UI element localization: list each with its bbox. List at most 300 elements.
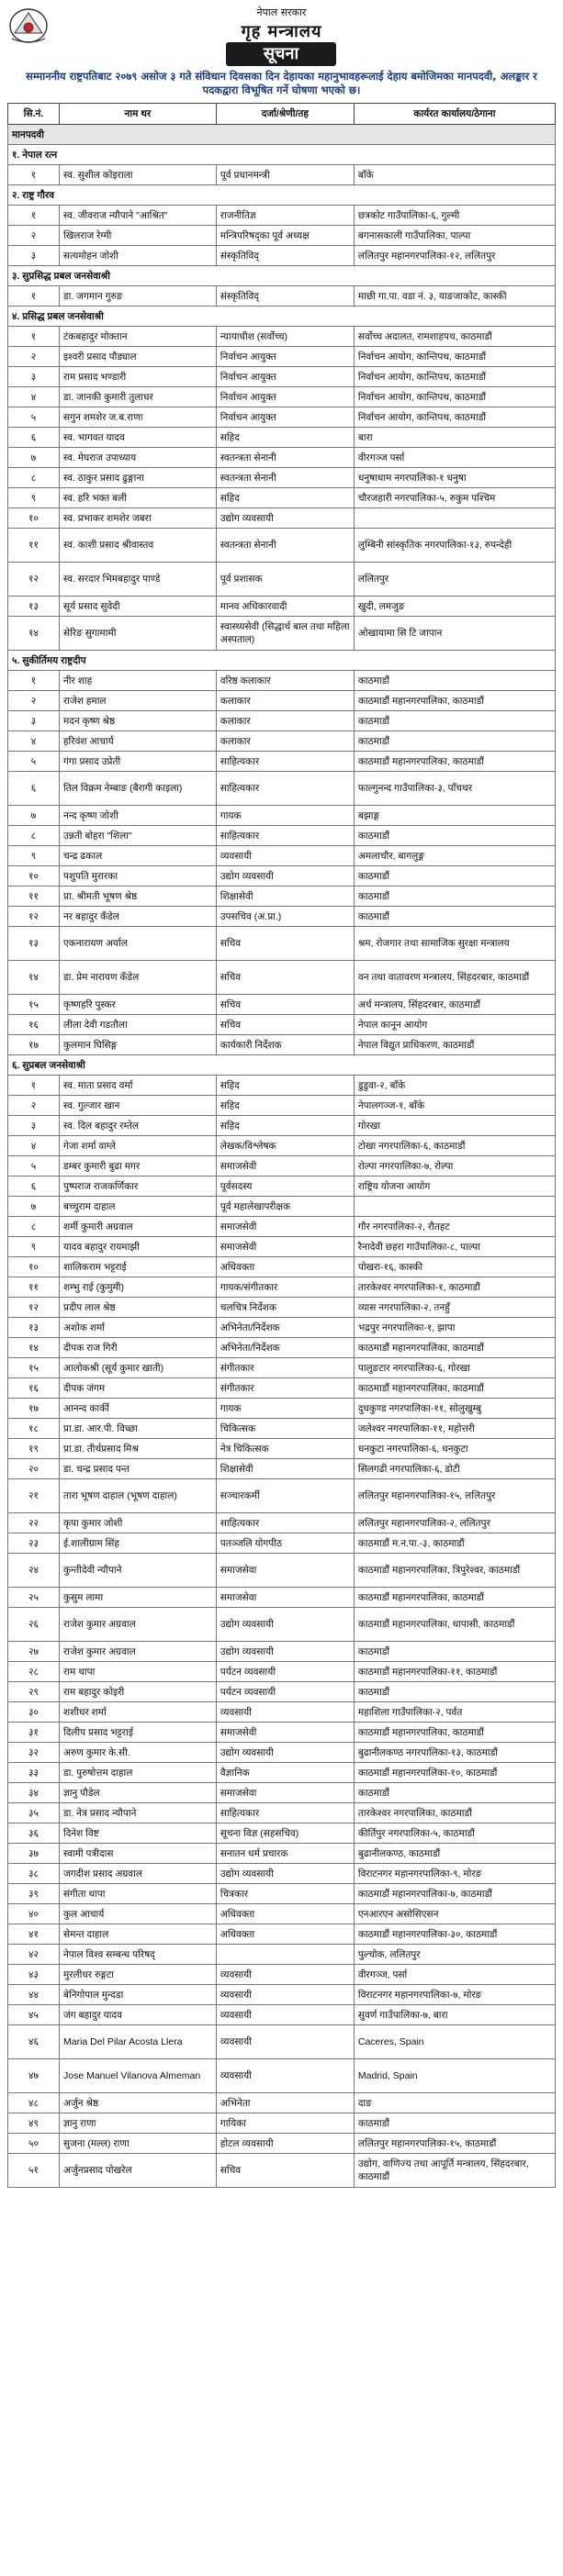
cell-sn: १३ (8, 597, 60, 617)
cell-office: सिलगढी नगरपालिका-६, डोटी (354, 1459, 555, 1479)
category-label: १. नेपाल रत्न (8, 145, 556, 165)
cell-office: गौर नगरपालिका-२, रौतहट (354, 1217, 555, 1237)
cell-name: ज्ञानु राणा (59, 2113, 216, 2134)
cell-office: काठमाडौं महानगरपालिका, धापासी, काठमाडौं (354, 1608, 555, 1642)
column-header-sn: सि.नं. (8, 104, 60, 125)
category-label: २. राष्ट्र गौरव (8, 185, 556, 206)
cell-sn: ४८ (8, 2093, 60, 2113)
table-row (8, 806, 556, 826)
cell-name: शम्भु राई (कुमुमी) (59, 1277, 216, 1298)
cell-name: बेनिगोपाल मुन्दडा (59, 1985, 216, 2005)
cell-office: रोल्पा नगरपालिका-७, रोल्पा (354, 1156, 555, 1176)
cell-name: ज्ञानु पौडेल (59, 1783, 216, 1803)
cell-office: नेपाल विद्युत प्राधिकरण, काठमाडौं (354, 1035, 555, 1055)
cell-designation: शिक्षासेवी (216, 1459, 354, 1479)
cell-name: उन्नती बोहरा "शिला" (59, 826, 216, 846)
cell-sn: १२ (8, 563, 60, 597)
table-row (8, 488, 556, 508)
cell-sn: ६ (8, 428, 60, 448)
cell-office: काठमाडौं (354, 731, 555, 752)
cell-sn: ३ (8, 1116, 60, 1136)
cell-designation: गायक (216, 1399, 354, 1419)
cell-office: काठमाडौं महानगरपालिका, काठमाडौं (354, 1588, 555, 1608)
table-row (8, 1338, 556, 1358)
cell-sn: ६ (8, 1176, 60, 1197)
cell-office: Madrid, Spain (354, 2059, 555, 2093)
cell-name: स्व. सुशील कोइराला (59, 165, 216, 185)
table-row (8, 961, 556, 995)
cell-sn: २ (8, 691, 60, 711)
table-row (8, 995, 556, 1015)
table-row (8, 1904, 556, 1924)
cell-office: निर्वाचन आयोग, कान्तिपथ, काठमाडौं (354, 347, 555, 367)
cell-name: दीपक जंगम (59, 1378, 216, 1399)
table-row (8, 2134, 556, 2154)
cell-name: डा. नेत्र प्रसाद न्यौपाने (59, 1803, 216, 1823)
cell-office: ललितपुर महानगरपालिका-१५, ललितपुर (354, 1479, 555, 1513)
cell-office: काठमाडौं (354, 671, 555, 691)
cell-office: काठमाडौं म.न.पा.-३, काठमाडौं (354, 1533, 555, 1554)
cell-designation: सचिव (216, 927, 354, 961)
cell-sn: १ (8, 286, 60, 307)
category-label: ४. प्रसिद्ध प्रबल जनसेवाश्री (8, 307, 556, 327)
cell-designation: सञ्चारकर्मी (216, 1479, 354, 1513)
cell-name: टंकबहादुर मोक्तान (59, 327, 216, 347)
cell-designation: संगीतकार (216, 1358, 354, 1378)
cell-office: काठमाडौं (354, 866, 555, 887)
table-row (8, 927, 556, 961)
cell-office: काठमाडौं (354, 907, 555, 927)
cell-name: अरुण कुमार के.सी. (59, 1743, 216, 1763)
cell-sn: २८ (8, 1662, 60, 1682)
table-row (8, 206, 556, 226)
cell-office: चौरजहारी नगरपालिका-५, रुकुम पश्चिम (354, 488, 555, 508)
table-row (8, 1318, 556, 1338)
table-row (8, 1298, 556, 1318)
cell-sn: ७ (8, 1197, 60, 1217)
cell-designation: निर्वाचन आयुक्त (216, 387, 354, 407)
cell-designation: वरिष्ठ कलाकार (216, 671, 354, 691)
cell-name: नन्द कृष्ण जोशी (59, 806, 216, 826)
cell-designation: व्यवसायी (216, 2059, 354, 2093)
cell-name: नीर शाह (59, 671, 216, 691)
cell-office: काठमाडौं महानगरपालिका, काठमाडौं (354, 1338, 555, 1358)
cell-sn: २६ (8, 1608, 60, 1642)
cell-sn: १५ (8, 1358, 60, 1378)
cell-office: वन तथा वातावरण मन्त्रालय, सिंहदरबार, काठमाडौं (354, 961, 555, 995)
table-row (8, 1116, 556, 1136)
cell-designation: चित्रकार (216, 1884, 354, 1904)
table-row (8, 286, 556, 307)
cell-name: गंगा प्रसाद उप्रेती (59, 752, 216, 772)
table-row (8, 711, 556, 731)
cell-office: ललितपुर महानगरपालिका-१२, ललितपुर (354, 246, 555, 266)
cell-sn: ८ (8, 826, 60, 846)
table-row (8, 1358, 556, 1378)
cell-designation: उद्योग व्यवसायी (216, 866, 354, 887)
cell-name: सूर्य प्रसाद सुवेदी (59, 597, 216, 617)
table-row (8, 1682, 556, 1702)
table-row (8, 1378, 556, 1399)
table-row (8, 428, 556, 448)
cell-name: शर्मी कुमारी अग्रवाल (59, 1217, 216, 1237)
cell-designation: कलाकार (216, 731, 354, 752)
cell-office: बारा (354, 428, 555, 448)
table-row (8, 2025, 556, 2059)
cell-office: लुम्बिनी सांस्कृतिक नगरपालिका-१३, रुपन्देही (354, 529, 555, 563)
cell-sn: १५ (8, 995, 60, 1015)
cell-sn: ४२ (8, 1945, 60, 1965)
notice-badge: सूचना (226, 42, 336, 66)
cell-designation: चलचित्र निर्देशक (216, 1298, 354, 1318)
table-row (8, 2154, 556, 2188)
ministry-name: गृह मन्त्रालय (241, 22, 322, 41)
cell-office: भद्रपुर नगरपालिका-१, झापा (354, 1318, 555, 1338)
cell-name: डा. चन्द्र प्रसाद पन्त (59, 1459, 216, 1479)
column-header-designation: दर्जा/श्रेणी/तह (216, 104, 354, 125)
table-row (8, 1076, 556, 1096)
table-row (8, 1459, 556, 1479)
cell-name: कृपा कुमार जोशी (59, 1513, 216, 1533)
cell-sn: ११ (8, 1277, 60, 1298)
cell-designation: चिकित्सक (216, 1419, 354, 1439)
cell-name: एकनारायण अर्याल (59, 927, 216, 961)
cell-sn: १७ (8, 1035, 60, 1055)
table-row (8, 1783, 556, 1803)
category-label: ५. सुकीर्तिमय राष्ट्रदीप (8, 651, 556, 671)
cell-designation: समाजसेवी (216, 1237, 354, 1257)
cell-sn: ३९ (8, 1884, 60, 1904)
cell-designation: सचिव (216, 2154, 354, 2188)
cell-name: तिल विक्रम नेम्बाङ (बैरागी काइला) (59, 772, 216, 806)
table-row (8, 1479, 556, 1513)
cell-sn: ७ (8, 448, 60, 468)
table-row (8, 1176, 556, 1197)
cell-sn: १४ (8, 961, 60, 995)
cell-office: तारकेश्वर नगरपालिका-१, काठमाडौं (354, 1277, 555, 1298)
cell-designation: समाजसेवा (216, 1588, 354, 1608)
cell-sn: २ (8, 347, 60, 367)
table-row (8, 1136, 556, 1156)
cell-office: बुढानीलकण्ठ नगरपालिका-१३, काठमाडौं (354, 1743, 555, 1763)
notice-header (0, 0, 563, 68)
cell-name: तारा भूषण दाहाल (भूषण दाहाल) (59, 1479, 216, 1513)
cell-designation: व्यवसायी (216, 1985, 354, 2005)
cell-designation: व्यवसायी (216, 846, 354, 866)
cell-designation: कार्यकारी निर्देशक (216, 1035, 354, 1055)
cell-sn: ३ (8, 246, 60, 266)
cell-office: ललितपुर (354, 563, 555, 597)
cell-name: कुलमान घिसिङ्ग (59, 1035, 216, 1055)
cell-name: इश्वरी प्रसाद पौड्याल (59, 347, 216, 367)
cell-name: जगदीश प्रसाद अग्रवाल (59, 1864, 216, 1884)
table-row (8, 246, 556, 266)
cell-designation: उद्योग व्यवसायी (216, 508, 354, 529)
table-row (8, 327, 556, 347)
table-row (8, 866, 556, 887)
cell-name: राजेश कुमार अग्रवाल (59, 1608, 216, 1642)
cell-name: पशुपति मुरारका (59, 866, 216, 887)
cell-name: राम थापा (59, 1662, 216, 1682)
cell-name: शशीधर शर्मा (59, 1702, 216, 1723)
table-row (8, 529, 556, 563)
cell-designation: व्यवसायी (216, 2025, 354, 2059)
cell-sn: २७ (8, 1642, 60, 1662)
cell-sn: ४३ (8, 1965, 60, 1985)
table-row (8, 826, 556, 846)
cell-designation: निर्वाचन आयुक्त (216, 347, 354, 367)
cell-designation: समाजसेवी (216, 1217, 354, 1237)
category-label: ६. सुप्रबल जनसेवाश्री (8, 1055, 556, 1076)
cell-sn: ३ (8, 367, 60, 387)
table-row (8, 508, 556, 529)
cell-designation: अधिवक्ता (216, 1257, 354, 1277)
cell-sn: १४ (8, 617, 60, 651)
cell-office: विराटनगर महानगरपालिका-९, मोरङ (354, 1864, 555, 1884)
table-header-row (8, 104, 556, 125)
cell-sn: २१ (8, 1479, 60, 1513)
cell-office: पुल्चोक, ललितपुर (354, 1945, 555, 1965)
cell-name: प्रदीप लाल श्रेष्ठ (59, 1298, 216, 1318)
cell-name: बच्चुराम दाहाल (59, 1197, 216, 1217)
cell-office: काठमाडौं (354, 2113, 555, 2134)
cell-sn: ४० (8, 1904, 60, 1924)
cell-name: जंग बहादुर यादव (59, 2005, 216, 2025)
cell-designation: साहित्यकार (216, 1513, 354, 1533)
column-header-office: कार्यरत कार्यालय/ठेगाना (354, 104, 555, 125)
table-row (8, 1884, 556, 1904)
cell-designation: व्यवसायी (216, 1702, 354, 1723)
cell-office: नेपालगञ्ज-१, बाँके (354, 1096, 555, 1116)
cell-office: रैनादेवी छहरा गाउँपालिका-८, पाल्पा (354, 1237, 555, 1257)
cell-sn: ५ (8, 1156, 60, 1176)
cell-designation: साहित्यकार (216, 772, 354, 806)
table-row (8, 1399, 556, 1419)
cell-sn: ५ (8, 752, 60, 772)
section-row (8, 125, 556, 145)
table-row (8, 617, 556, 651)
cell-sn: १६ (8, 1015, 60, 1035)
cell-office: दाङ (354, 2093, 555, 2113)
cell-name: अशोक शर्मा (59, 1318, 216, 1338)
cell-name: अर्जुनप्रसाद पोखरेल (59, 2154, 216, 2188)
cell-designation: वैज्ञानिक (216, 1763, 354, 1783)
cell-name: स्व. माता प्रसाद वर्मा (59, 1076, 216, 1096)
cell-sn: ४९ (8, 2113, 60, 2134)
category-row (8, 1055, 556, 1076)
cell-name: खिलराज रेग्मी (59, 226, 216, 246)
table-row (8, 907, 556, 927)
cell-name: संगीता थापा (59, 1884, 216, 1904)
government-name: नेपाल सरकार (256, 6, 307, 18)
cell-office: टोखा नगरपालिका-६, काठमाडौं (354, 1136, 555, 1156)
cell-sn: ४ (8, 387, 60, 407)
cell-sn: ५० (8, 2134, 60, 2154)
table-row (8, 1608, 556, 1642)
cell-sn: १७ (8, 1399, 60, 1419)
cell-name: डा. जानकी कुमारी तुलाधर (59, 387, 216, 407)
cell-office: दुधकुण्ड नगरपालिका-११, सोलुखुम्बु (354, 1399, 555, 1419)
cell-name: स्व. काशी प्रसाद श्रीवास्तव (59, 529, 216, 563)
table-row (8, 1513, 556, 1533)
cell-sn: ५१ (8, 2154, 60, 2188)
cell-name: नेपाल विश्व सम्बन्ध परिषद् (59, 1945, 216, 1965)
cell-sn: १० (8, 508, 60, 529)
table-row (8, 563, 556, 597)
table-row (8, 1554, 556, 1588)
table-row (8, 597, 556, 617)
cell-sn: ३२ (8, 1743, 60, 1763)
table-row (8, 846, 556, 866)
cell-sn: २ (8, 1096, 60, 1116)
cell-office: काठमाडौं महानगरपालिका, काठमाडौं (354, 1723, 555, 1743)
table-row (8, 1743, 556, 1763)
cell-office: काठमाडौं महानगरपालिका, काठमाडौं (354, 1378, 555, 1399)
table-row (8, 2113, 556, 2134)
table-row (8, 1439, 556, 1459)
table-row (8, 1924, 556, 1945)
cell-sn: २३ (8, 1533, 60, 1554)
cell-office: अर्थ मन्त्रालय, सिंहदरबार, काठमाडौं (354, 995, 555, 1015)
table-row (8, 1864, 556, 1884)
table-row (8, 1217, 556, 1237)
cell-office: Caceres, Spain (354, 2025, 555, 2059)
cell-office: बाँके (354, 165, 555, 185)
table-row (8, 1035, 556, 1055)
cell-designation: मानव अधिकारवादी (216, 597, 354, 617)
cell-name: सत्यमोहन जोशी (59, 246, 216, 266)
cell-designation: संस्कृतिविद् (216, 286, 354, 307)
cell-office: काठमाडौं महानगरपालिका-११, काठमाडौं (354, 1662, 555, 1682)
table-row (8, 1662, 556, 1682)
cell-sn: ४४ (8, 1985, 60, 2005)
cell-designation: अधिवक्ता (216, 1904, 354, 1924)
cell-office: सर्वोच्च अदालत, रामशाहपथ, काठमाडौं (354, 327, 555, 347)
column-header-name: नाम थर (59, 104, 216, 125)
cell-sn: १४ (8, 1338, 60, 1358)
cell-sn: ४ (8, 1136, 60, 1156)
cell-designation: कलाकार (216, 711, 354, 731)
cell-name: प्रा.डा. आर.पी. विच्छा (59, 1419, 216, 1439)
cell-sn: ४५ (8, 2005, 60, 2025)
cell-designation: साहित्यकार (216, 1803, 354, 1823)
cell-name: कुल आचार्य (59, 1904, 216, 1924)
table-row (8, 448, 556, 468)
cell-name: दिलीप प्रसाद भट्टराई (59, 1723, 216, 1743)
cell-name: डा. पुरुषोत्तम दाहाल (59, 1763, 216, 1783)
cell-name: आलोकश्री (सूर्य कुमार खाती) (59, 1358, 216, 1378)
cell-designation: पर्यटन व्यवसायी (216, 1682, 354, 1702)
cell-name: राजेश हमाल (59, 691, 216, 711)
cell-name: कुसुम लामा (59, 1588, 216, 1608)
table-row (8, 671, 556, 691)
cell-office (354, 508, 555, 529)
cell-sn: १८ (8, 1419, 60, 1439)
cell-name: दीपक राज गिरी (59, 1338, 216, 1358)
cell-name: स्व. प्रभाकर शमशेर जबरा (59, 508, 216, 529)
table-row (8, 2059, 556, 2093)
cell-sn: ४ (8, 731, 60, 752)
cell-designation: होटल व्यवसायी (216, 2134, 354, 2154)
cell-name: सुजना (मल्ल) राणा (59, 2134, 216, 2154)
cell-sn: १ (8, 327, 60, 347)
cell-office: काठमाडौं (354, 887, 555, 907)
cell-sn: ३५ (8, 1803, 60, 1823)
cell-designation: पूर्वसदस्य (216, 1176, 354, 1197)
cell-office: धनुषाधाम नगरपालिका-१ धनुषा (354, 468, 555, 488)
cell-name: डा. जगमान गुरुङ (59, 286, 216, 307)
cell-designation: सहिद (216, 1076, 354, 1096)
cell-designation: स्वतन्त्रता सेनानी (216, 468, 354, 488)
cell-office: वीरगञ्ज पर्सा (354, 448, 555, 468)
cell-name: डम्बर कुमारी बुढा मगर (59, 1156, 216, 1176)
table-row (8, 1642, 556, 1662)
cell-sn: ४७ (8, 2059, 60, 2093)
cell-name: चन्द्र ढकाल (59, 846, 216, 866)
table-row (8, 1965, 556, 1985)
cell-designation: संगीतकार (216, 1378, 354, 1399)
cell-office: काठमाडौं महानगरपालिका-३०, काठमाडौं (354, 1924, 555, 1945)
cell-name: Maria Del Pilar Acosta Llera (59, 2025, 216, 2059)
cell-name: स्व. गुल्जार खान (59, 1096, 216, 1116)
table-row (8, 1096, 556, 1116)
cell-name: मुरलीधर रुङ्गटा (59, 1965, 216, 1985)
cell-designation: स्वतन्त्रता सेनानी (216, 448, 354, 468)
cell-office: निर्वाचन आयोग, कान्तिपथ, काठमाडौं (354, 387, 555, 407)
cell-designation: पतञ्जलि योगपीठ (216, 1533, 354, 1554)
cell-office: पोखरा-१६, कास्की (354, 1257, 555, 1277)
cell-designation: सूचना विज्ञ (सहसचिव) (216, 1823, 354, 1844)
cell-office: धनकुटा नगरपालिका-६, धनकुटा (354, 1439, 555, 1459)
cell-designation: अधिवक्ता (216, 1924, 354, 1945)
cell-designation: मन्त्रिपरिषद्का पूर्व अध्यक्ष (216, 226, 354, 246)
cell-office: उद्योग, वाणिज्य तथा आपूर्ति मन्त्रालय, सिंहदरबार, काठमाडौं (354, 2154, 555, 2188)
cell-office: अमलाचौर, बागलुङ्ग (354, 846, 555, 866)
cell-designation: समाजसेवा (216, 1783, 354, 1803)
cell-sn: ६ (8, 772, 60, 806)
cell-office: कीर्तिपुर नगरपालिका-५, काठमाडौं (354, 1823, 555, 1844)
table-row (8, 1197, 556, 1217)
cell-name: कृष्णहरि पुस्कर (59, 995, 216, 1015)
cell-name: स्वामी पत्रीदास (59, 1844, 216, 1864)
cell-name: आनन्द कार्की (59, 1399, 216, 1419)
cell-name: कुन्तीदेवी न्यौपाने (59, 1554, 216, 1588)
table-row (8, 2093, 556, 2113)
cell-office: ललितपुर महानगरपालिका-१५, काठमाडौं (354, 2134, 555, 2154)
cell-office (354, 1197, 555, 1217)
cell-sn: १ (8, 671, 60, 691)
cell-office: बझाङ्ग (354, 806, 555, 826)
cell-office: काठमाडौं (354, 826, 555, 846)
cell-office: राष्ट्रिय योजना आयोग (354, 1176, 555, 1197)
cell-office: काठमाडौं महानगरपालिका, त्रिपुरेश्वर, काठमाडौं (354, 1554, 555, 1588)
cell-designation: सनातन धर्म प्रचारक (216, 1844, 354, 1864)
table-row (8, 1419, 556, 1439)
cell-designation: पर्यटन व्यवसायी (216, 1662, 354, 1682)
cell-name: नर बहादुर कँडेल (59, 907, 216, 927)
cell-office: ओखायामा सि टि जापान (354, 617, 555, 651)
table-row (8, 1823, 556, 1844)
cell-office: निर्वाचन आयोग, कान्तिपथ, काठमाडौं (354, 367, 555, 387)
cell-sn: १ (8, 1076, 60, 1096)
cell-office: काठमाडौं (354, 1783, 555, 1803)
cell-office: पालुङटार नगरपालिका-६, गोरखा (354, 1358, 555, 1378)
table-row (8, 226, 556, 246)
cell-designation: गायक (216, 806, 354, 826)
cell-office: काठमाडौं (354, 1682, 555, 1702)
cell-designation: न्यायाधीश (सर्वोच्च) (216, 327, 354, 347)
category-label: ३. सुप्रसिद्ध प्रबल जनसेवाश्री (8, 266, 556, 286)
